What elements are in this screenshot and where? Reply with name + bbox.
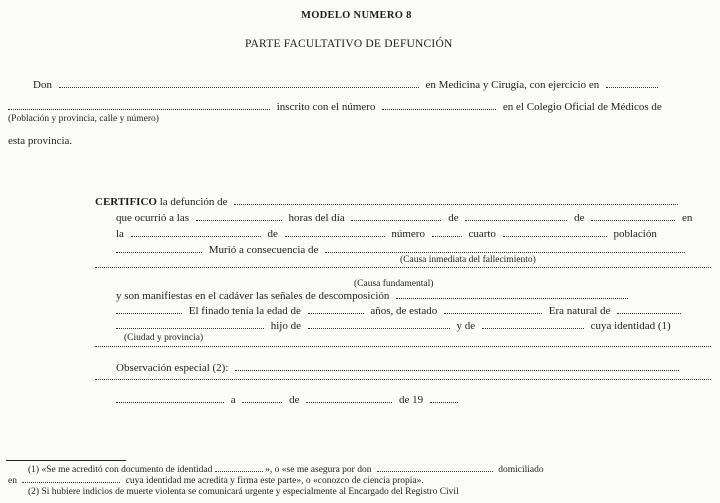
field-father[interactable] xyxy=(308,320,450,329)
field-month[interactable] xyxy=(465,212,567,221)
label-colegio: en el Colegio Oficial de Médicos de xyxy=(502,101,662,113)
footnote-2: (2) Si hubiere indicios de muerte violenta se comunicará urgente y especialmente al Encargado del Registro Civil xyxy=(28,487,459,497)
label-poblacion: población xyxy=(613,228,657,240)
label-de-2: de xyxy=(574,212,585,224)
label-de-3: de xyxy=(267,228,278,240)
footnote-1b: », o «se me asegura por don xyxy=(265,465,372,475)
field-immediate-cause[interactable] xyxy=(325,244,685,253)
field-marital-status[interactable] xyxy=(444,305,542,314)
field-signing-place[interactable] xyxy=(116,394,224,403)
field-address[interactable] xyxy=(8,101,270,110)
field-pre-age[interactable] xyxy=(116,305,182,314)
label-don: Don xyxy=(33,79,52,91)
label-medicina: en Medicina y Cirugía, con ejercicio en xyxy=(425,79,600,91)
note-causa-inmediata: (Causa inmediata del fallecimiento) xyxy=(400,255,536,265)
field-deceased-name[interactable] xyxy=(234,196,678,205)
field-birthplace[interactable] xyxy=(617,305,681,314)
field-doctor-name[interactable] xyxy=(59,79,419,88)
field-signing-month[interactable] xyxy=(306,394,392,403)
model-number: MODELO NUMERO 8 xyxy=(301,10,412,21)
field-signing-year[interactable] xyxy=(430,394,458,403)
field-mother[interactable] xyxy=(482,320,584,329)
label-numero: número xyxy=(391,228,425,240)
field-registration-number[interactable] xyxy=(382,101,496,110)
footnote-rule xyxy=(6,460,126,461)
label-defuncion: la defunción de xyxy=(159,196,228,208)
field-town[interactable] xyxy=(116,244,202,253)
field-hour[interactable] xyxy=(196,212,282,221)
label-de-1: de xyxy=(448,212,459,224)
label-cuarto: cuarto xyxy=(468,228,496,240)
field-year[interactable] xyxy=(591,212,675,221)
label-anos: años, de estado xyxy=(370,305,438,317)
footnote-1c: domiciliado xyxy=(498,465,544,475)
label-y-de: y de xyxy=(456,320,476,332)
note-poblacion: (Población y provincia, calle y número) xyxy=(8,114,159,124)
label-de19: de 19 xyxy=(399,394,424,406)
footnote-1: (1) «Se me acreditó con documento de identidad xyxy=(28,465,213,475)
field-decomposition[interactable] xyxy=(396,290,628,299)
label-certifico: CERTIFICO xyxy=(95,196,157,208)
field-witness[interactable] xyxy=(377,465,493,472)
field-observation-line2[interactable] xyxy=(95,378,711,380)
field-house-number[interactable] xyxy=(432,228,462,237)
field-identity-continuation[interactable] xyxy=(95,345,711,347)
form-title: PARTE FACULTATIVO DE DEFUNCIÓN xyxy=(245,38,453,50)
label-observacion: Observación especial (2): xyxy=(116,362,229,374)
label-inscrito: inscrito con el número xyxy=(276,101,376,113)
note-causa-fundamental: (Causa fundamental) xyxy=(354,279,434,289)
field-age[interactable] xyxy=(308,305,364,314)
label-horas: horas del día xyxy=(288,212,345,224)
label-a: a xyxy=(230,394,236,406)
label-natural: Era natural de xyxy=(548,305,611,317)
label-senales: y son manifiestas en el cadáver las señales de descomposición xyxy=(116,290,390,302)
label-finado: El finado tenía la edad de xyxy=(188,305,301,317)
field-room[interactable] xyxy=(503,228,607,237)
label-la: la xyxy=(116,228,124,240)
label-en: en xyxy=(681,212,693,224)
label-ocurrio: que ocurrió a las xyxy=(116,212,189,224)
field-practice-place[interactable] xyxy=(606,79,658,88)
field-street[interactable] xyxy=(131,228,261,237)
field-birth-city[interactable] xyxy=(116,320,264,329)
field-observation[interactable] xyxy=(235,362,679,371)
label-provincia: esta provincia. xyxy=(8,135,73,147)
footnote-1-en: en xyxy=(8,476,17,486)
field-fundamental-cause[interactable] xyxy=(95,266,711,268)
field-signing-day[interactable] xyxy=(242,394,282,403)
field-day[interactable] xyxy=(351,212,441,221)
footnote-1-line2: cuya identidad me acredita y firma este parte», o «conozco de ciencia propia». xyxy=(125,476,424,486)
label-murio: Murió a consecuencia de xyxy=(208,244,319,256)
field-street-name[interactable] xyxy=(285,228,385,237)
label-identidad: cuya identidad (1) xyxy=(590,320,671,332)
field-id-document[interactable] xyxy=(215,465,263,472)
label-hijo: hijo de xyxy=(270,320,301,332)
label-de-4: de xyxy=(289,394,300,406)
note-ciudad: (Ciudad y provincia) xyxy=(124,333,204,343)
field-witness-address[interactable] xyxy=(22,476,120,483)
